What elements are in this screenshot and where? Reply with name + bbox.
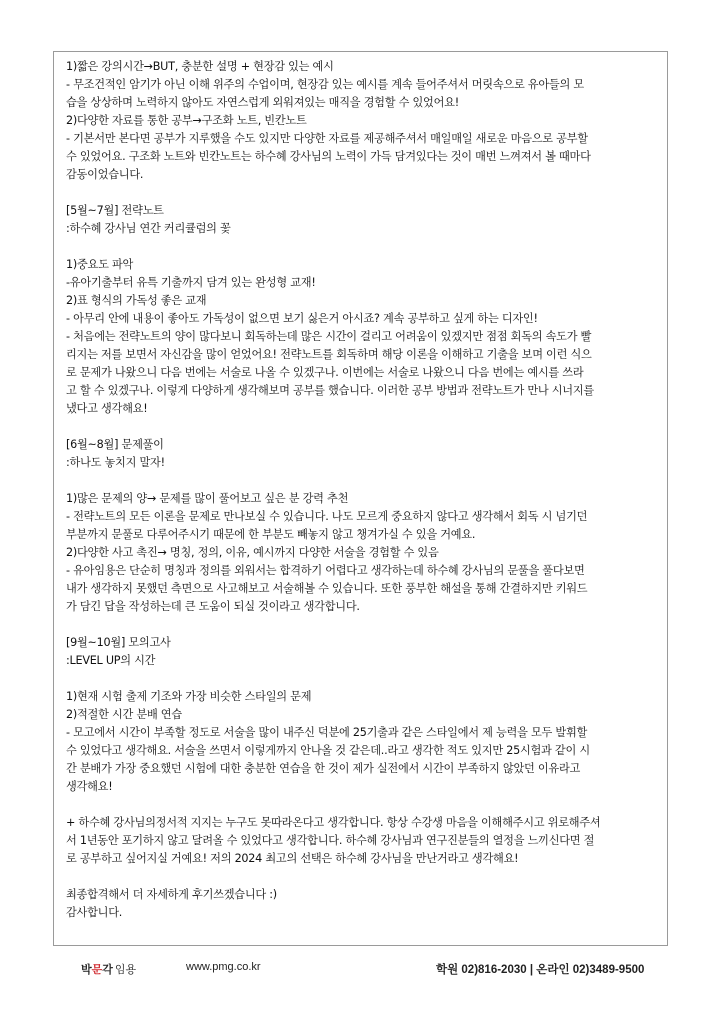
text-line: 감사합니다. (66, 906, 123, 919)
blank-line (66, 796, 656, 814)
text-line: - 전략노트의 모든 이론을 문제로 만나보실 수 있습니다. 나도 모르게 중요하지 않다고 생각해서 회독 시 넘기던 (66, 510, 588, 523)
review-body (66, 58, 656, 922)
text-line: 1)짧은 강의시간→BUT, 충분한 설명 + 현장감 있는 예시 (66, 60, 334, 73)
website-url: www.pmg.co.kr (186, 961, 261, 973)
text-line: + 하수혜 강사님의정서적 지지는 누구도 못따라온다고 생각합니다. 항상 수강생 마음을 이해해주시고 위로해주셔 (66, 816, 601, 829)
contact-phone: 학원 02)816-2030 | 온라인 02)3489-9500 (436, 964, 645, 976)
blank-line (66, 616, 656, 634)
blank-line (66, 184, 656, 202)
text-line: - 무조건적인 암기가 아닌 이해 위주의 수업이며, 현장감 있는 예시를 계속 들어주셔서 머릿속으로 유아들의 모 (66, 78, 584, 91)
text-line: 2)적절한 시간 분배 연습 (66, 708, 182, 721)
page-footer (0, 959, 720, 983)
text-line: - 처음에는 전략노트의 양이 많다보니 회독하는데 많은 시간이 걸리고 어려움이 있겠지만 점점 회독의 속도가 빨 (66, 330, 592, 343)
pmg-logo (81, 961, 136, 977)
text-line: [6월~8월] 문제풀이 (66, 438, 164, 451)
text-line: - 아무리 안에 내용이 좋아도 가독성이 없으면 보기 싫은거 아시죠? 계속 공부하고 싶게 하는 디자인! (66, 312, 538, 325)
text-line: 서 1년동안 포기하지 않고 달려올 수 있었다고 생각합니다. 하수혜 강사님과 연구진분들의 열정을 느끼신다면 절 (66, 834, 595, 847)
logo-char-1: 박 (81, 964, 92, 976)
text-line: 생각해요! (66, 780, 113, 793)
blank-line (66, 472, 656, 490)
text-line: :하나도 놓치지 말자! (66, 456, 165, 469)
text-line: 최종합격해서 더 자세하게 후기쓰겠습니다 :) (66, 888, 277, 901)
text-line: 2)다양한 자료를 통한 공부→구조화 노트, 빈칸노트 (66, 114, 307, 127)
text-line: 가 담긴 답을 작성하는데 큰 도움이 되실 것이라고 생각합니다. (66, 600, 360, 613)
text-line: 수 있었다고 생각해요. 서술을 쓰면서 이렇게까지 안나올 것 같은데..라고 생각한 적도 있지만 25시험과 같이 시 (66, 744, 590, 757)
blank-line (66, 670, 656, 688)
text-line: 간 분배가 가장 중요했던 시험에 대한 충분한 연습을 한 것이 제가 실전에서 시간이 부족하지 않았던 이유라고 (66, 762, 581, 775)
text-line: :하수혜 강사님 연간 커리큘럼의 꽃 (66, 222, 231, 235)
logo-subtitle: 임용 (114, 964, 137, 976)
text-line: 감동이었습니다. (66, 168, 144, 181)
blank-line (66, 238, 656, 256)
blank-line (66, 868, 656, 886)
text-line: 리지는 저를 보면서 자신감을 많이 얻었어요! 전략노트를 회독하며 해당 이론을 이해하고 기출을 보며 이런 식으 (66, 348, 592, 361)
text-line: 수 있었어요. 구조화 노트와 빈칸노트는 하수혜 강사님의 노력이 가득 담겨있다는 것이 매번 느껴져서 볼 때마다 (66, 150, 591, 163)
text-line: 1)중요도 파악 (66, 258, 134, 271)
logo-char-2: 문 (91, 964, 103, 976)
blank-line (66, 418, 656, 436)
text-line: 로 공부하고 싶어지실 거예요! 저의 2024 최고의 선택은 하수혜 강사님을 만난거라고 생각해요! (66, 852, 519, 865)
text-line: :LEVEL UP의 시간 (66, 654, 156, 667)
text-line: 로 문제가 나왔으니 다음 번에는 서술로 나올 수 있겠구나. 이번에는 서술로 나왔으니 다음 번에는 예시를 쓰라 (66, 366, 584, 379)
text-line: - 유아임용은 단순히 명칭과 정의를 외워서는 합격하기 어렵다고 생각하는데 하수혜 강사님의 문풀을 풀다보면 (66, 564, 585, 577)
text-line: 1)많은 문제의 양→ 문제를 많이 풀어보고 싶은 분 강력 추천 (66, 492, 349, 505)
text-line: [5월~7월] 전략노트 (66, 204, 164, 217)
text-line: -유아기출부터 유특 기출까지 담겨 있는 완성형 교재! (66, 276, 316, 289)
text-line: - 기본서만 본다면 공부가 지루했을 수도 있지만 다양한 자료를 제공해주셔서 매일매일 새로운 마음으로 공부할 (66, 132, 588, 145)
text-line: 1)현재 시험 출제 기조와 가장 비슷한 스타일의 문제 (66, 690, 312, 703)
text-line: 내가 생각하지 못했던 측면으로 사고해보고 서술해볼 수 있습니다. 또한 풍부한 해설을 통해 간결하지만 키워드 (66, 582, 588, 595)
text-line: 부분까지 문풀로 다루어주시기 때문에 한 부분도 빼놓지 않고 챙겨가실 수 있을 거예요. (66, 528, 476, 541)
text-line: 2)다양한 사고 촉진→ 명칭, 정의, 이유, 예시까지 다양한 서술을 경험할 수 있음 (66, 546, 439, 559)
logo-char-3: 각 (102, 964, 113, 976)
text-line: 습을 상상하며 노력하지 않아도 자연스럽게 외워져있는 매직을 경험할 수 있었어요! (66, 96, 459, 109)
text-line: 냈다고 생각해요! (66, 402, 148, 415)
text-line: - 모고에서 시간이 부족할 정도로 서술을 많이 내주신 덕분에 25기출과 같은 스타일에서 제 능력을 모두 발휘할 (66, 726, 588, 739)
text-line: 고 할 수 있겠구나. 이렇게 다양하게 생각해보며 공부를 했습니다. 이러한 공부 방법과 전략노트가 만나 시너지를 (66, 384, 594, 397)
text-line: 2)표 형식의 가독성 좋은 교재 (66, 294, 207, 307)
text-line: [9월~10월] 모의고사 (66, 636, 171, 649)
